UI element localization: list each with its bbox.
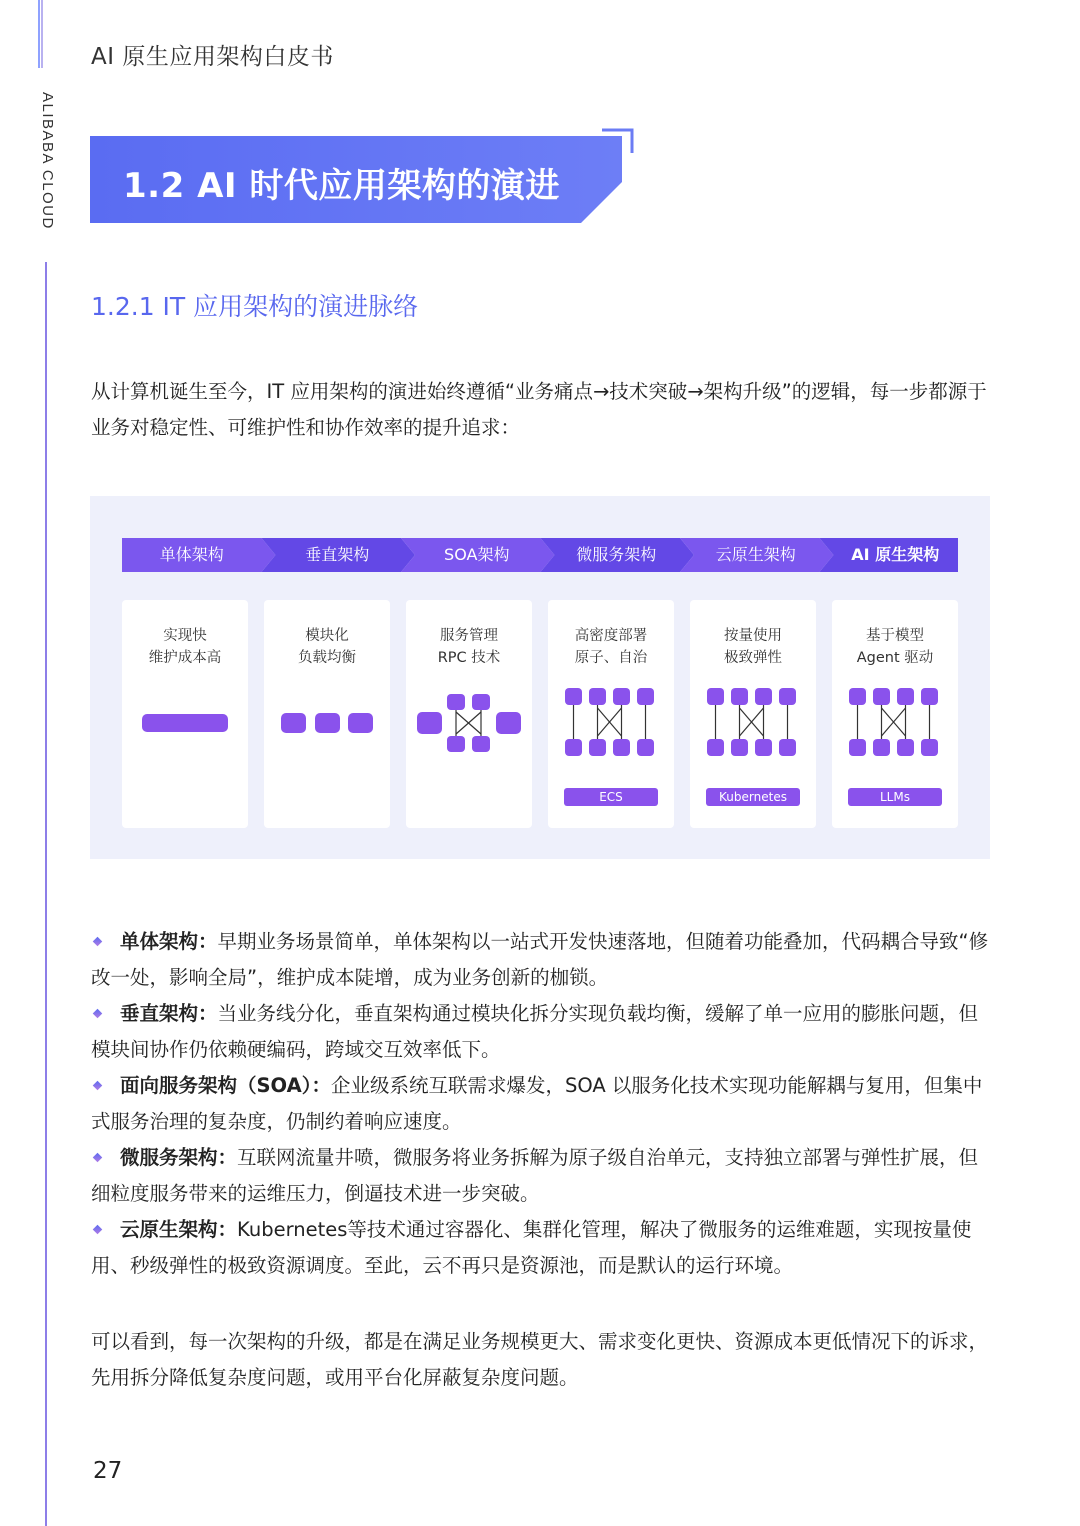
subsection-heading: 1.2.1 IT 应用架构的演进脉络 xyxy=(91,292,419,321)
node-block xyxy=(472,694,490,710)
card-feature-line-1: 服务管理 xyxy=(440,628,498,644)
architecture-card xyxy=(690,600,816,828)
bullet-text: 当业务线分化，垂直架构通过模块化拆分实现负载均衡，缓解了单一应用的膨胀问题，但模块间协作仍依赖硬编码，跨域交互效率低下。 xyxy=(91,1002,979,1061)
section-banner xyxy=(90,128,636,225)
card-feature-line-2: 负载均衡 xyxy=(298,650,356,666)
decorative-rail-top xyxy=(38,0,43,68)
stage-label: SOA架构 xyxy=(444,545,510,564)
node-block xyxy=(707,688,724,705)
node-block xyxy=(315,713,340,733)
bullet-item xyxy=(91,1212,991,1284)
section-title: 1.2 AI 时代应用架构的演进 xyxy=(123,166,560,206)
node-block xyxy=(472,736,490,752)
node-block xyxy=(921,739,938,756)
architecture-evolution-diagram xyxy=(90,496,990,859)
bullet-item xyxy=(91,1068,991,1140)
node-block xyxy=(731,688,748,705)
card-feature-line-1: 实现快 xyxy=(163,628,207,644)
node-block xyxy=(613,739,630,756)
node-block xyxy=(779,739,796,756)
node-block xyxy=(496,712,521,734)
card-feature-line-1: 按量使用 xyxy=(724,628,782,644)
bullet-diamond-icon xyxy=(93,936,103,946)
stage-label: 云原生架构 xyxy=(715,545,796,564)
card-feature-line-2: 维护成本高 xyxy=(148,650,222,666)
stage-arrow-bar xyxy=(122,538,958,572)
card-feature-line-1: 基于模型 xyxy=(866,628,924,644)
node-block xyxy=(348,713,373,733)
node-block xyxy=(447,736,465,752)
node-block xyxy=(589,688,606,705)
architecture-card xyxy=(264,600,390,828)
node-block xyxy=(142,714,228,732)
node-block xyxy=(755,688,772,705)
node-block xyxy=(849,739,866,756)
node-block xyxy=(417,712,442,734)
bullet-term: 垂直架构： xyxy=(120,1002,218,1025)
node-block xyxy=(565,739,582,756)
bullet-item xyxy=(91,996,991,1068)
bullet-diamond-icon xyxy=(93,1152,103,1162)
card-feature-line-1: 高密度部署 xyxy=(574,628,648,644)
node-block xyxy=(447,694,465,710)
stage-label: AI 原生架构 xyxy=(851,545,940,564)
node-block xyxy=(565,688,582,705)
bullet-diamond-icon xyxy=(93,1224,103,1234)
node-block xyxy=(921,688,938,705)
bullet-item xyxy=(91,1140,991,1212)
card-feature-line-2: 极致弹性 xyxy=(724,650,782,666)
stage-label: 单体架构 xyxy=(159,545,224,564)
node-block xyxy=(897,688,914,705)
architecture-card xyxy=(406,600,532,828)
bullet-text: 早期业务场景简单，单体架构以一站式开发快速落地，但随着功能叠加，代码耦合导致“修改一处，影响全局”，维护成本陡增，成为业务创新的枷锁。 xyxy=(91,930,989,989)
bullet-text: 互联网流量井喷，微服务将业务拆解为原子级自治单元，支持独立部署与弹性扩展，但细粒度服务带来的运维压力，倒逼技术进一步突破。 xyxy=(91,1146,979,1205)
node-block xyxy=(755,739,772,756)
node-block xyxy=(637,688,654,705)
node-block xyxy=(613,688,630,705)
decorative-rail-line xyxy=(45,262,47,1526)
bullet-item xyxy=(91,924,991,996)
node-block xyxy=(731,739,748,756)
node-block xyxy=(779,688,796,705)
node-block xyxy=(589,739,606,756)
card-feature-line-2: 原子、自治 xyxy=(574,650,648,666)
card-feature-line-1: 模块化 xyxy=(305,628,349,644)
architecture-card xyxy=(122,600,248,828)
conclusion-paragraph: 可以看到，每一次架构的升级，都是在满足业务规模更大、需求变化更快、资源成本更低情况下的诉求，先用拆分降低复杂度问题，或用平台化屏蔽复杂度问题。 xyxy=(91,1330,989,1389)
intro-paragraph: 从计算机诞生至今，IT 应用架构的演进始终遵循“业务痛点→技术突破→架构升级”的逻辑，每一步都源于业务对稳定性、可维护性和协作效率的提升追求： xyxy=(91,380,987,439)
architecture-card xyxy=(548,600,674,828)
bullet-term: 云原生架构： xyxy=(120,1218,238,1241)
bullet-diamond-icon xyxy=(93,1008,103,1018)
bullet-term: 微服务架构： xyxy=(120,1146,238,1169)
bullet-list xyxy=(91,924,991,1284)
node-block xyxy=(873,688,890,705)
card-feature-line-2: RPC 技术 xyxy=(437,650,501,666)
platform-tag: LLMs xyxy=(848,788,942,806)
platform-tag: Kubernetes xyxy=(706,788,800,806)
node-block xyxy=(281,713,306,733)
platform-tag: ECS xyxy=(564,788,658,806)
node-block xyxy=(849,688,866,705)
stage-label: 垂直架构 xyxy=(305,545,370,564)
document-title: AI 原生应用架构白皮书 xyxy=(91,44,334,70)
stage-label: 微服务架构 xyxy=(576,545,657,564)
node-block xyxy=(637,739,654,756)
architecture-card xyxy=(832,600,958,828)
page-number: 27 xyxy=(93,1458,123,1484)
bullet-diamond-icon xyxy=(93,1080,103,1090)
node-block xyxy=(897,739,914,756)
node-block xyxy=(707,739,724,756)
bullet-term: 面向服务架构（SOA）： xyxy=(120,1074,331,1097)
node-block xyxy=(873,739,890,756)
bullet-text: Kubernetes等技术通过容器化、集群化管理，解决了微服务的运维难题，实现按量使用、秒级弹性的极致资源调度。至此，云不再只是资源池，而是默认的运行环境。 xyxy=(91,1218,972,1277)
card-feature-line-2: Agent 驱动 xyxy=(856,650,934,666)
bullet-text: 企业级系统互联需求爆发，SOA 以服务化技术实现功能解耦与复用，但集中式服务治理的复杂度，仍制约着响应速度。 xyxy=(91,1074,983,1133)
bullet-term: 单体架构： xyxy=(120,930,218,953)
brand-vertical-text: ALIBABA CLOUD xyxy=(39,92,56,230)
brand-vertical xyxy=(28,92,68,242)
